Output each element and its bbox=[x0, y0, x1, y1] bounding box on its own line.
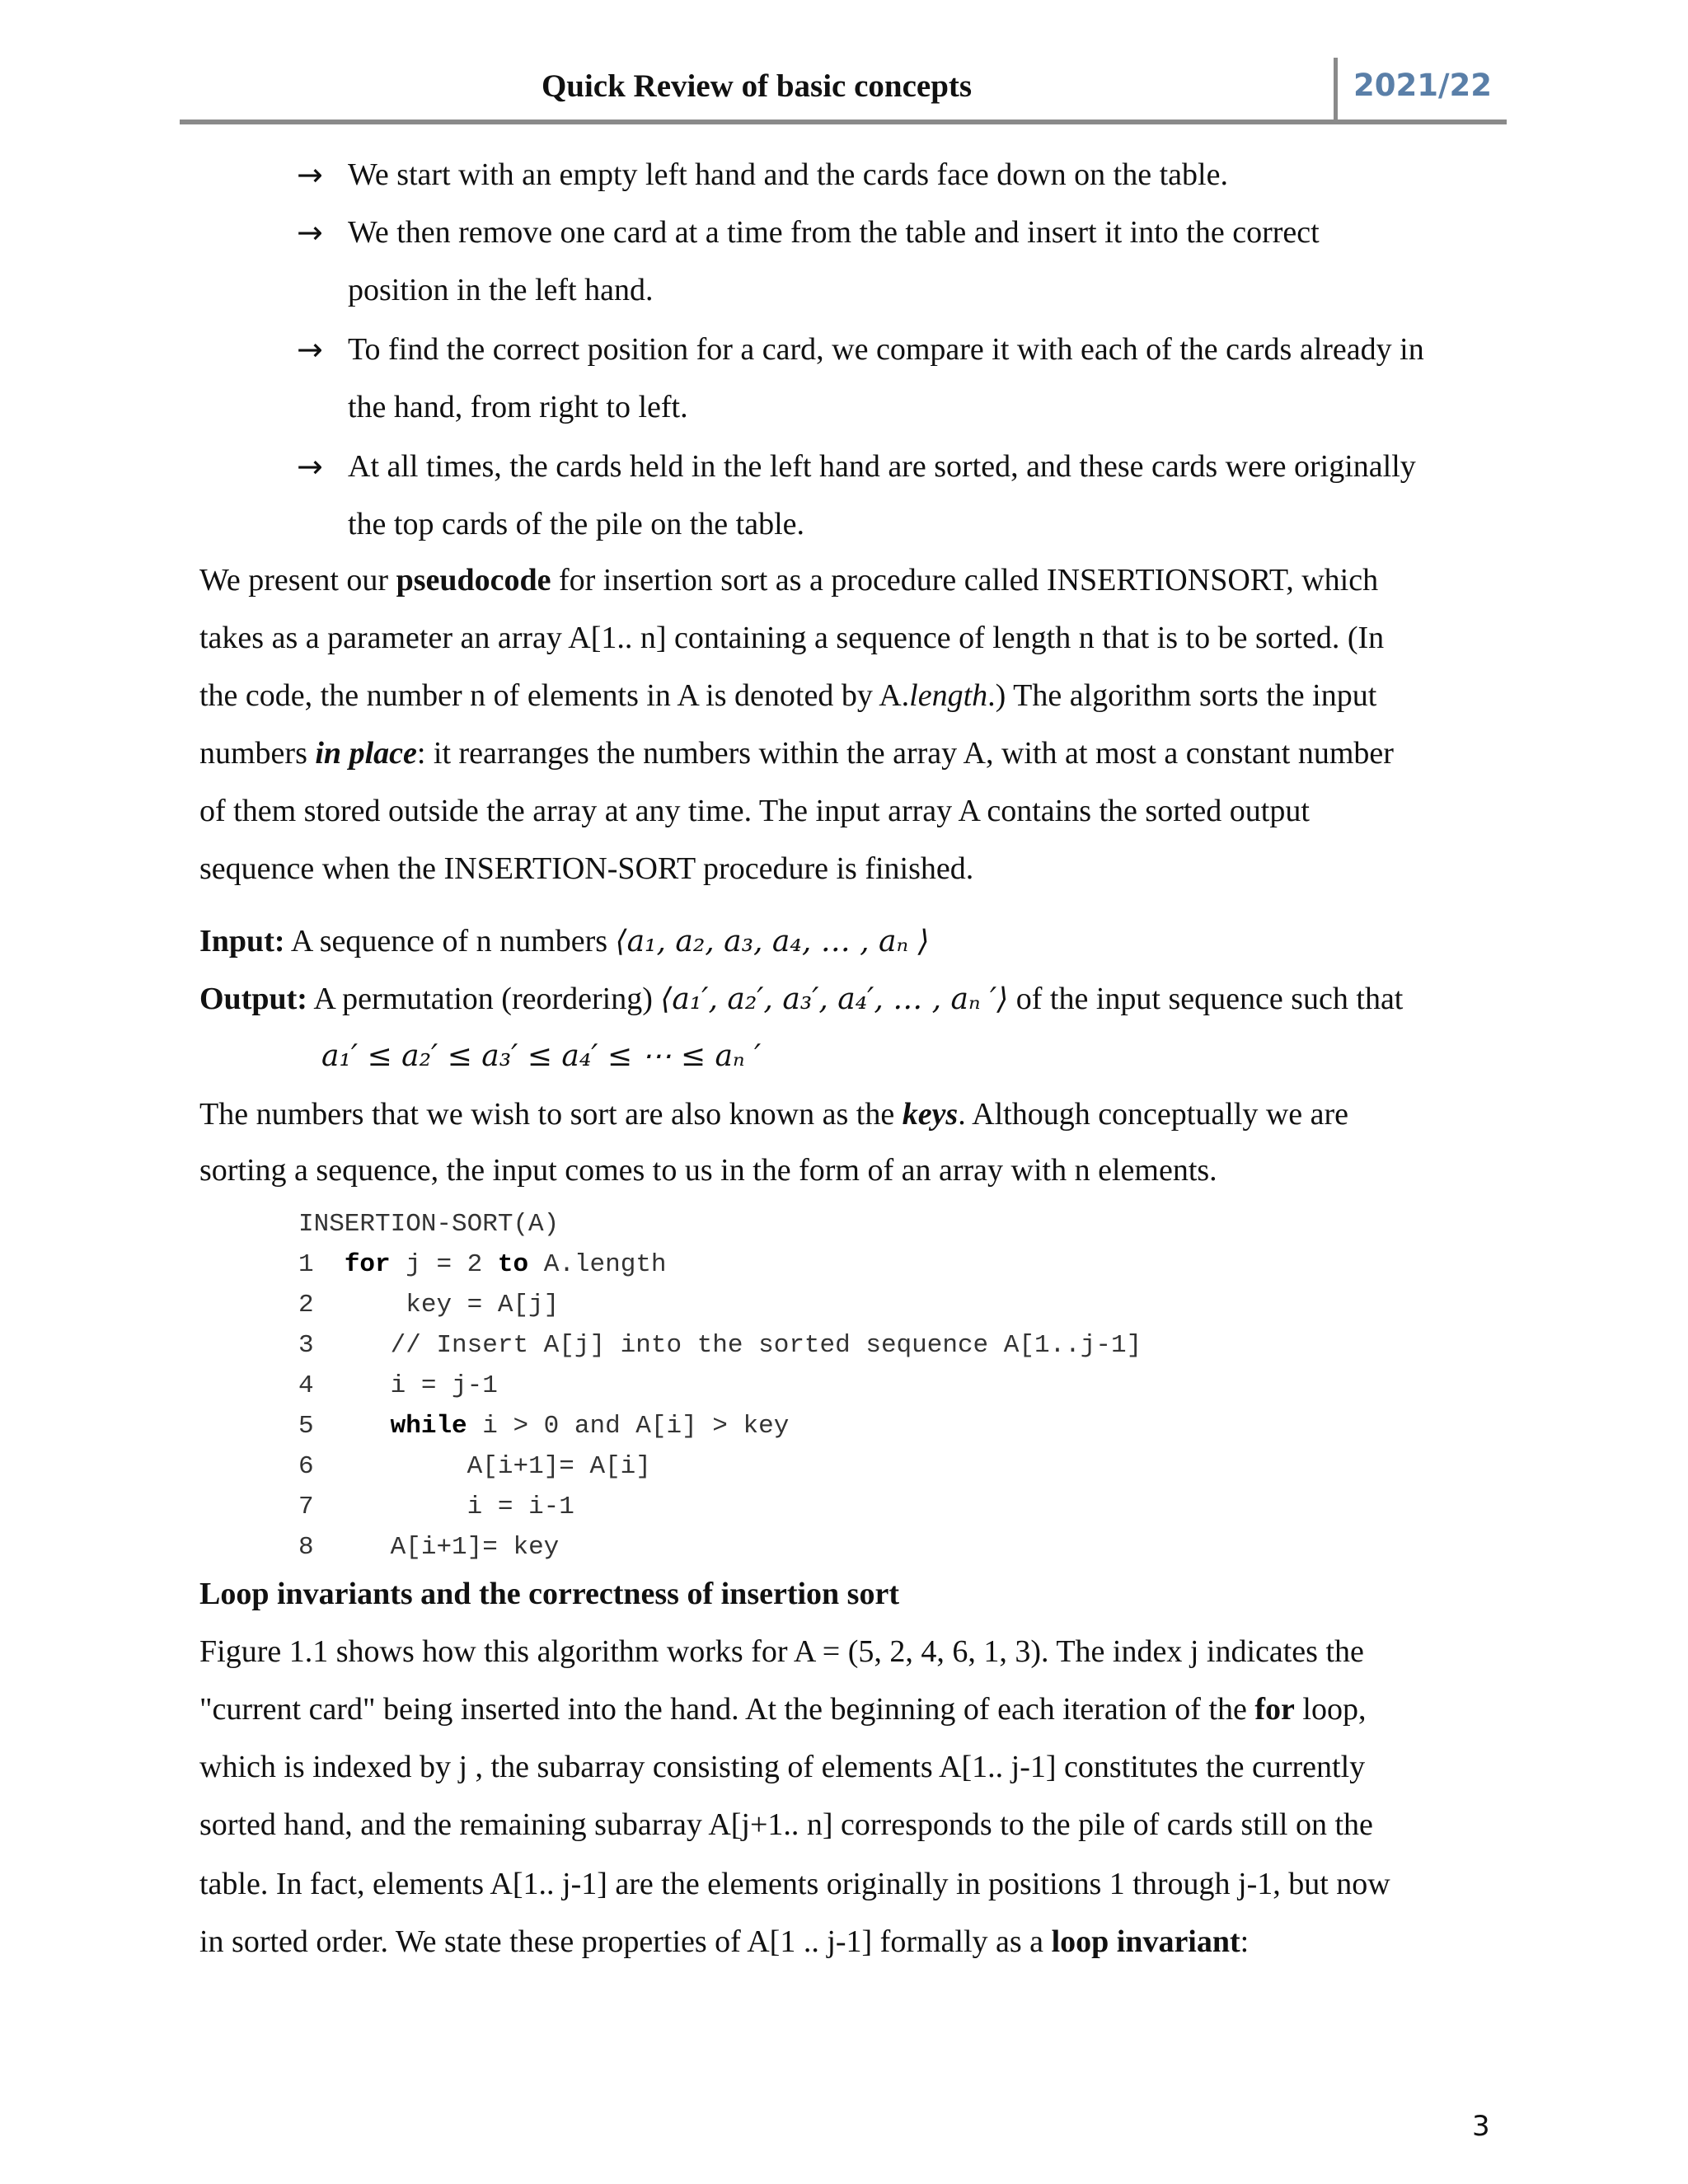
paragraph-line bbox=[199, 733, 1394, 773]
bullet-text: position in the left hand. bbox=[348, 273, 654, 307]
sorted-inequality-math: a₁′ ≤ a₂′ ≤ a₃′ ≤ a₄′ ≤ ⋯ ≤ aₙ ′ bbox=[321, 1039, 762, 1073]
text-span: . Although conceptually we are bbox=[958, 1097, 1349, 1132]
code-line bbox=[298, 1410, 789, 1443]
code-text: j = 2 bbox=[390, 1250, 498, 1279]
input-sequence-math: ⟨a₁, a₂, a₃, a₄, … , aₙ ⟩ bbox=[615, 925, 930, 958]
code-line bbox=[298, 1491, 574, 1524]
code-text: i = j-1 bbox=[390, 1371, 498, 1400]
code-text: // Insert A[j] into the sorted sequence A[1..j-1] bbox=[390, 1331, 1142, 1360]
input-line bbox=[199, 921, 930, 962]
code-text: i = i-1 bbox=[467, 1493, 574, 1521]
paragraph-line: sequence when the INSERTION-SORT procedure is finished. bbox=[199, 851, 974, 886]
code-line bbox=[298, 1249, 667, 1282]
code-text: key = A[j] bbox=[406, 1291, 560, 1319]
code-gap bbox=[314, 1493, 330, 1521]
code-line bbox=[298, 1329, 1142, 1362]
code-keyword: while bbox=[390, 1412, 467, 1441]
paragraph-line: of them stored outside the array at any time. The input array A contains the sorted output bbox=[199, 794, 1310, 828]
bullet-text: At all times, the cards held in the left hand are sorted, and these cards were originally bbox=[348, 449, 1416, 484]
code-indent bbox=[329, 1291, 406, 1319]
code-line-number: 4 bbox=[298, 1371, 314, 1400]
code-text: i > 0 and A[i] > key bbox=[467, 1412, 790, 1441]
code-line bbox=[298, 1531, 559, 1564]
paragraph-line bbox=[199, 676, 1376, 715]
arrow-icon: → bbox=[297, 331, 323, 368]
code-gap bbox=[314, 1533, 330, 1562]
paragraph-line: table. In fact, elements A[1.. j-1] are the elements originally in positions 1 through j-1, but now bbox=[199, 1867, 1390, 1901]
paragraph-line bbox=[199, 560, 1378, 600]
code-line-number: 5 bbox=[298, 1412, 314, 1441]
text-span: We present our bbox=[199, 563, 396, 598]
text-span: A permutation (reordering) bbox=[307, 982, 661, 1016]
text-span: .) The algorithm sorts the input bbox=[987, 678, 1377, 713]
code-line-number: 3 bbox=[298, 1331, 314, 1360]
code-gap bbox=[314, 1291, 330, 1319]
code-line-number: 8 bbox=[298, 1533, 314, 1562]
code-line bbox=[298, 1451, 651, 1483]
term-loop-invariant: loop invariant bbox=[1051, 1924, 1240, 1959]
term-keys: keys bbox=[902, 1097, 959, 1132]
arrow-icon: → bbox=[297, 157, 323, 193]
code-line-number: 6 bbox=[298, 1452, 314, 1481]
bullet-text: We start with an empty left hand and the cards face down on the table. bbox=[348, 157, 1228, 192]
header-separator bbox=[1334, 58, 1338, 120]
paragraph-line: takes as a parameter an array A[1.. n] containing a sequence of length n that is to be sorted. (In bbox=[199, 621, 1385, 655]
code-keyword: for bbox=[344, 1250, 391, 1279]
code-line-number: 7 bbox=[298, 1493, 314, 1521]
code-gap bbox=[314, 1412, 330, 1441]
code-indent bbox=[329, 1452, 467, 1481]
code-line-number: 1 bbox=[298, 1250, 314, 1279]
text-span: A sequence of n numbers bbox=[284, 924, 616, 958]
bullet-text: the hand, from right to left. bbox=[348, 390, 688, 424]
code-indent bbox=[329, 1331, 390, 1360]
output-sequence-math: ⟨a₁′, a₂′, a₃′, a₄′, … , aₙ ′⟩ bbox=[660, 982, 1009, 1016]
term-pseudocode: pseudocode bbox=[396, 563, 551, 598]
term-length: length bbox=[909, 678, 988, 713]
text-span: numbers bbox=[199, 736, 316, 771]
arrow-icon: → bbox=[297, 448, 323, 485]
paragraph-line bbox=[199, 1922, 1249, 1961]
page-number: 3 bbox=[1472, 2110, 1490, 2143]
paragraph-line: Figure 1.1 shows how this algorithm works for A = (5, 2, 4, 6, 1, 3). The index j indicates the bbox=[199, 1634, 1364, 1669]
code-indent bbox=[329, 1493, 467, 1521]
header-title: Quick Review of basic concepts bbox=[541, 68, 973, 104]
code-text: A[i+1]= A[i] bbox=[467, 1452, 651, 1481]
text-span: of the input sequence such that bbox=[1008, 982, 1404, 1016]
term-in-place: in place bbox=[315, 736, 417, 771]
paragraph-line bbox=[199, 1094, 1348, 1134]
code-gap bbox=[314, 1452, 330, 1481]
header-year: 2021/22 bbox=[1353, 68, 1492, 103]
bullet-text: To find the correct position for a card, we compare it with each of the cards already in bbox=[348, 332, 1424, 367]
code-gap bbox=[314, 1250, 330, 1279]
code-gap bbox=[314, 1371, 330, 1400]
text-span: The numbers that we wish to sort are also known as the bbox=[199, 1097, 903, 1132]
code-line-number: 2 bbox=[298, 1291, 314, 1319]
code-indent bbox=[329, 1371, 390, 1400]
input-label: Input: bbox=[199, 924, 285, 958]
text-span: loop, bbox=[1294, 1692, 1367, 1727]
code-line bbox=[298, 1370, 498, 1403]
paragraph-line: sorting a sequence, the input comes to us in the form of an array with n elements. bbox=[199, 1153, 1217, 1188]
code-keyword: to bbox=[497, 1250, 529, 1279]
text-span: in sorted order. We state these properties of A[1 .. j-1] formally as a bbox=[199, 1924, 1052, 1959]
code-header: INSERTION-SORT(A) bbox=[298, 1210, 560, 1239]
header-rule bbox=[180, 120, 1507, 124]
code-indent bbox=[329, 1250, 345, 1279]
section-heading: Loop invariants and the correctness of insertion sort bbox=[199, 1577, 899, 1611]
code-indent bbox=[329, 1533, 390, 1562]
paragraph-line bbox=[199, 1690, 1366, 1729]
code-text: A[i+1]= key bbox=[390, 1533, 560, 1562]
code-indent bbox=[329, 1412, 390, 1441]
code-gap bbox=[314, 1331, 330, 1360]
text-span: the code, the number n of elements in A is denoted by A. bbox=[199, 678, 910, 713]
output-line bbox=[199, 979, 1403, 1019]
code-line bbox=[298, 1289, 559, 1322]
text-span: for insertion sort as a procedure called INSERTIONSORT, which bbox=[551, 563, 1379, 598]
term-for: for bbox=[1254, 1692, 1295, 1727]
arrow-icon: → bbox=[297, 214, 323, 251]
text-span: : bbox=[1240, 1924, 1250, 1959]
paragraph-line: sorted hand, and the remaining subarray A[j+1.. n] corresponds to the pile of cards still on the bbox=[199, 1807, 1373, 1842]
code-text: A.length bbox=[528, 1250, 667, 1279]
paragraph-line: which is indexed by j , the subarray consisting of elements A[1.. j-1] constitutes the currently bbox=[199, 1750, 1366, 1784]
bullet-text: the top cards of the pile on the table. bbox=[348, 507, 804, 541]
text-span: : it rearranges the numbers within the array A, with at most a constant number bbox=[416, 736, 1394, 771]
page-header bbox=[180, 56, 1507, 124]
output-label: Output: bbox=[199, 982, 307, 1016]
text-span: "current card" being inserted into the hand. At the beginning of each iteration of the bbox=[199, 1692, 1255, 1727]
bullet-text: We then remove one card at a time from the table and insert it into the correct bbox=[348, 215, 1320, 250]
